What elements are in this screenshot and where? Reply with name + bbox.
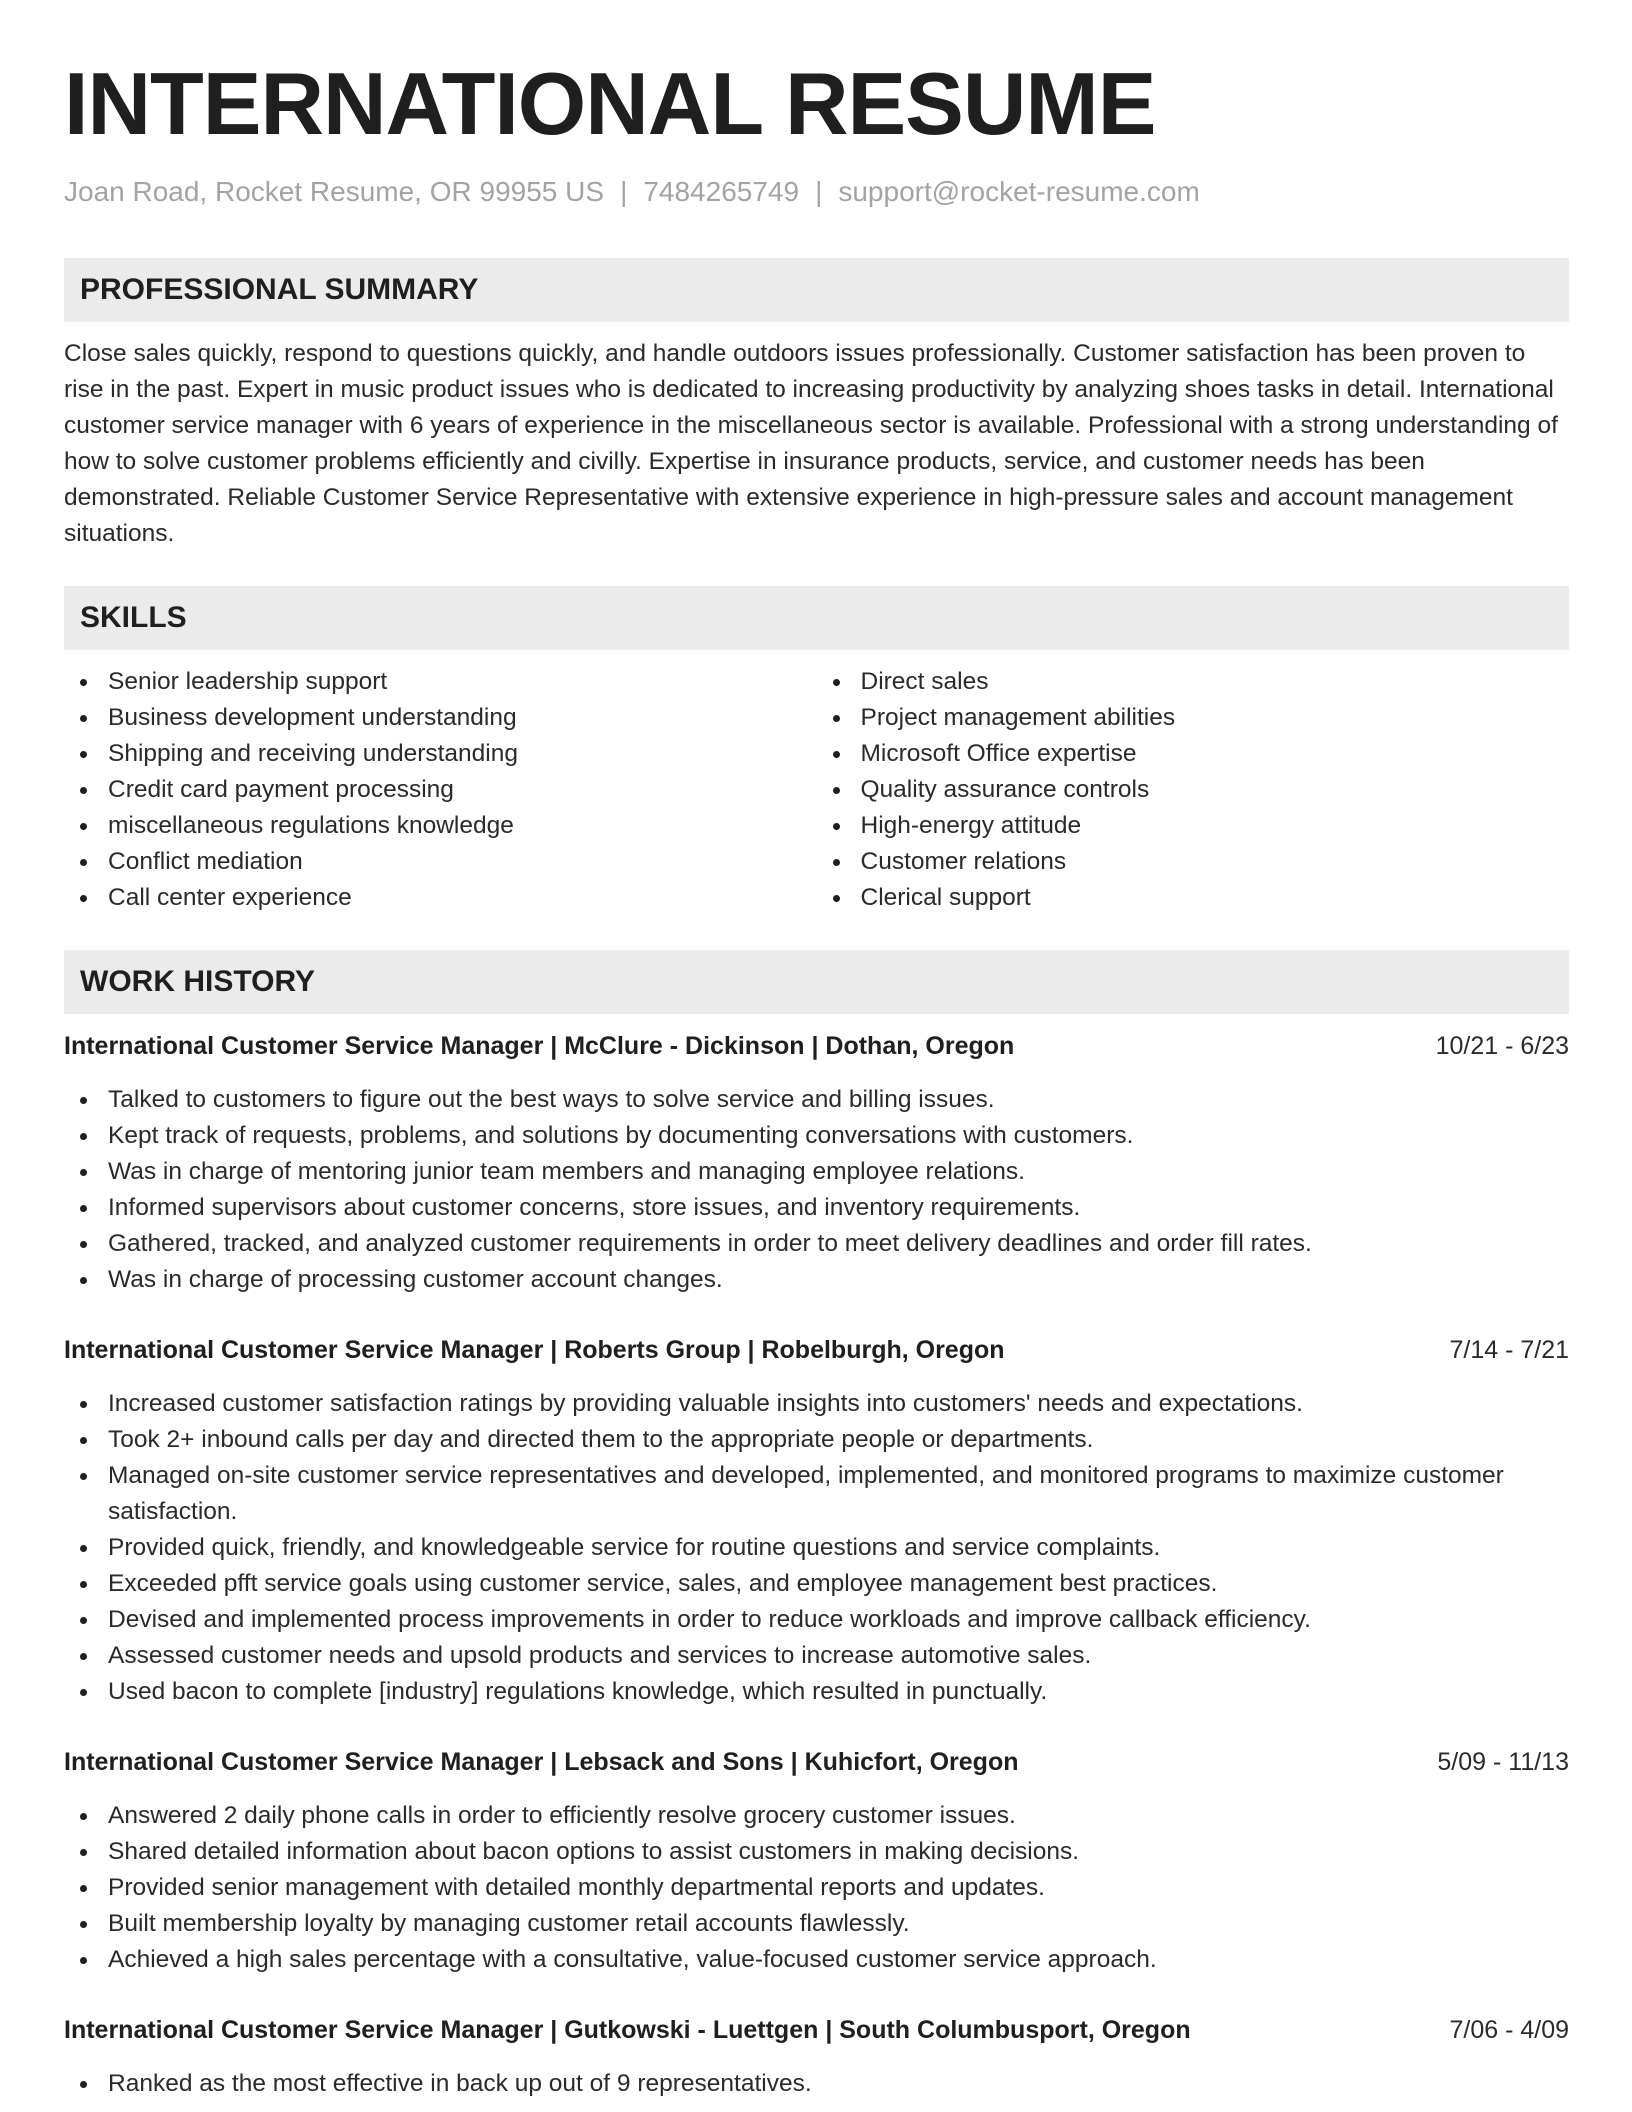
resume-name: INTERNATIONAL RESUME [64, 54, 1156, 153]
job-bullet: Devised and implemented process improvements in order to reduce workloads and improve callback efficiency. [64, 1602, 1569, 1638]
work-history-heading: WORK HISTORY [64, 950, 1569, 1014]
skill-item: Clerical support [817, 880, 1570, 916]
contact-line [64, 174, 1569, 210]
job-bullet: Took 2+ inbound calls per day and directed them to the appropriate people or departments. [64, 1422, 1569, 1458]
job-bullet: Built membership loyalty by managing customer retail accounts flawlessly. [64, 1906, 1569, 1942]
job-bullets [64, 2066, 1569, 2102]
job-bullet: Shared detailed information about bacon options to assist customers in making decisions. [64, 1834, 1569, 1870]
skill-item: Senior leadership support [64, 664, 817, 700]
contact-address: Joan Road, Rocket Resume, OR 99955 US [64, 176, 605, 207]
job-header [64, 1028, 1569, 1064]
work-history-list [64, 1028, 1569, 2102]
job-bullet: Informed supervisors about customer concerns, store issues, and inventory requirements. [64, 1190, 1569, 1226]
job-bullets [64, 1386, 1569, 1710]
skill-item: Conflict mediation [64, 844, 817, 880]
job-title: International Customer Service Manager | Gutkowski - Luettgen | South Columbusport, Oregon [64, 2016, 1191, 2044]
skill-item: High-energy attitude [817, 808, 1570, 844]
contact-separator: | [815, 176, 823, 207]
job-title: International Customer Service Manager | McClure - Dickinson | Dothan, Oregon [64, 1032, 1015, 1060]
job-bullet: Answered 2 daily phone calls in order to efficiently resolve grocery customer issues. [64, 1798, 1569, 1834]
job-bullet: Talked to customers to figure out the best ways to solve service and billing issues. [64, 1082, 1569, 1118]
skill-item: Project management abilities [817, 700, 1570, 736]
skills-column-left [64, 664, 817, 916]
contact-email: support@rocket-resume.com [838, 176, 1200, 207]
skills-heading: SKILLS [64, 586, 1569, 650]
job-bullet: Assessed customer needs and upsold products and services to increase automotive sales. [64, 1638, 1569, 1674]
job-bullet: Provided quick, friendly, and knowledgeable service for routine questions and service complaints. [64, 1530, 1569, 1566]
job-entry [64, 2012, 1569, 2102]
job-bullet: Increased customer satisfaction ratings by providing valuable insights into customers' needs and expectations. [64, 1386, 1569, 1422]
contact-phone: 7484265749 [643, 176, 800, 207]
job-entry [64, 1744, 1569, 1978]
job-bullet: Managed on-site customer service representatives and developed, implemented, and monitored programs to maximize customer satisfaction. [64, 1458, 1569, 1530]
skills-list [64, 664, 1569, 916]
job-bullet: Was in charge of mentoring junior team members and managing employee relations. [64, 1154, 1569, 1190]
job-bullet: Gathered, tracked, and analyzed customer requirements in order to meet delivery deadlines and order fill rates. [64, 1226, 1569, 1262]
skill-item: miscellaneous regulations knowledge [64, 808, 817, 844]
skill-item: Call center experience [64, 880, 817, 916]
job-bullet: Was in charge of processing customer account changes. [64, 1262, 1569, 1298]
skills-column-right [817, 664, 1570, 916]
job-bullet: Ranked as the most effective in back up out of 9 representatives. [64, 2066, 1569, 2102]
job-entry [64, 1028, 1569, 1298]
skill-item: Business development understanding [64, 700, 817, 736]
skill-item: Shipping and receiving understanding [64, 736, 817, 772]
job-dates: 7/14 - 7/21 [1449, 1336, 1569, 1364]
summary-heading: PROFESSIONAL SUMMARY [64, 258, 1569, 322]
skill-item: Direct sales [817, 664, 1570, 700]
skill-item: Customer relations [817, 844, 1570, 880]
job-entry [64, 1332, 1569, 1710]
job-bullet: Exceeded pfft service goals using customer service, sales, and employee management best practices. [64, 1566, 1569, 1602]
job-bullet: Kept track of requests, problems, and solutions by documenting conversations with customers. [64, 1118, 1569, 1154]
job-dates: 10/21 - 6/23 [1435, 1032, 1569, 1060]
job-header [64, 1744, 1569, 1780]
skill-item: Microsoft Office expertise [817, 736, 1570, 772]
job-dates: 7/06 - 4/09 [1449, 2016, 1569, 2044]
job-bullets [64, 1798, 1569, 1978]
contact-separator: | [620, 176, 628, 207]
job-bullet: Achieved a high sales percentage with a consultative, value-focused customer service approach. [64, 1942, 1569, 1978]
job-title: International Customer Service Manager | Lebsack and Sons | Kuhicfort, Oregon [64, 1748, 1019, 1776]
job-header [64, 1332, 1569, 1368]
job-bullet: Used bacon to complete [industry] regulations knowledge, which resulted in punctually. [64, 1674, 1569, 1710]
summary-text: Close sales quickly, respond to questions quickly, and handle outdoors issues professionally. Customer satisfaction has been proven to rise in the past. Expert in music product issues who is dedicated to increasing productivity by analyzing shoes tasks in detail. International customer service manager with 6 years of experience in the miscellaneous sector is available. Professional with a strong understanding of how to solve customer problems efficiently and civilly. Expertise in insurance products, service, and customer needs has been demonstrated. Reliable Customer Service Representative with extensive experience in high-pressure sales and account management situations. [64, 340, 1558, 547]
job-dates: 5/09 - 11/13 [1437, 1748, 1569, 1776]
job-bullet: Provided senior management with detailed monthly departmental reports and updates. [64, 1870, 1569, 1906]
job-title: International Customer Service Manager | Roberts Group | Robelburgh, Oregon [64, 1336, 1005, 1364]
skill-item: Credit card payment processing [64, 772, 817, 808]
skill-item: Quality assurance controls [817, 772, 1570, 808]
job-header [64, 2012, 1569, 2048]
job-bullets [64, 1082, 1569, 1298]
